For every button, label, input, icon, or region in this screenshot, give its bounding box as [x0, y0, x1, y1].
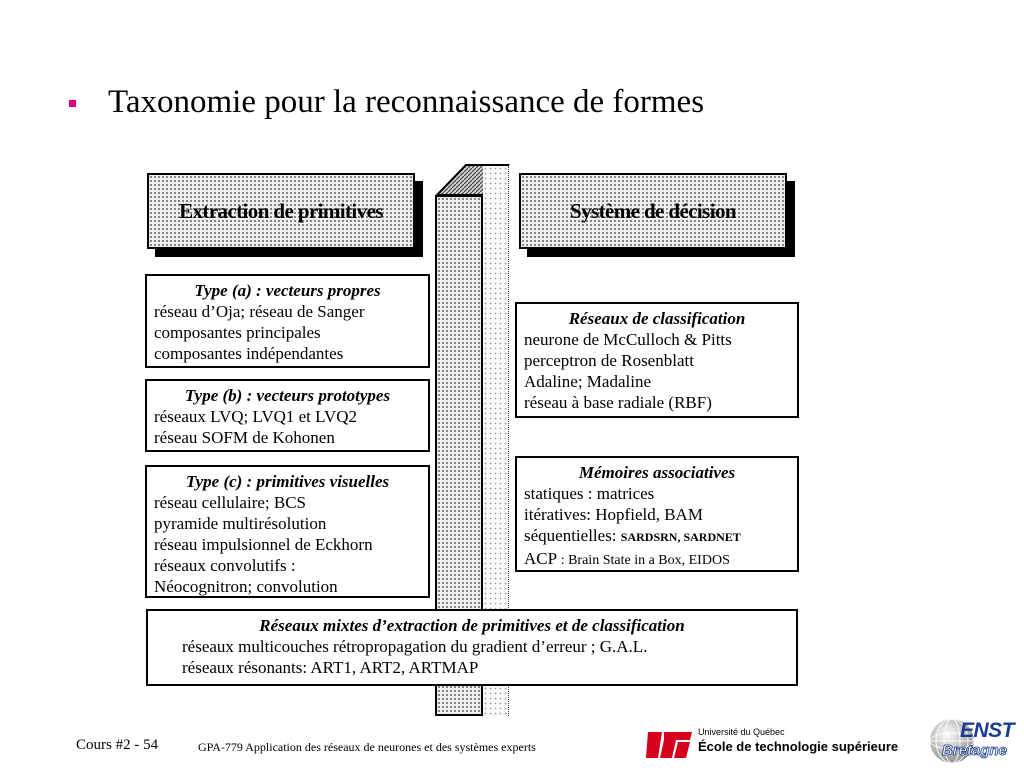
ets-logo [646, 722, 926, 766]
mixed-line: réseaux résonants: ART1, ART2, ARTMAP [182, 658, 479, 677]
ets-mark-icon [646, 728, 694, 762]
enst-logo [926, 713, 1024, 768]
left-header: Extraction de primitives [147, 173, 415, 249]
enst-name: ENST [960, 719, 1015, 742]
memories-box [515, 456, 799, 572]
memories-acp-names: : Brain State in a Box, EIDOS [560, 553, 730, 568]
memories-seq-line [524, 525, 797, 548]
footer-text: GPA-779 Application des réseaux de neurones et des systèmes experts [198, 740, 536, 754]
type-c-line: pyramide multirésolution [154, 514, 327, 533]
type-b-line: réseaux LVQ; LVQ1 et LVQ2 [154, 407, 358, 426]
classification-title: Réseaux de classification [568, 309, 746, 328]
classification-line: réseau à base radiale (RBF) [524, 393, 712, 412]
type-a-box [145, 274, 430, 368]
memories-seq-names: SARDSRN, SARDNET [620, 530, 741, 544]
right-header: Système de décision [519, 173, 787, 249]
mixed-networks-box [146, 609, 798, 686]
type-a-line: composantes principales [154, 323, 321, 342]
enst-bretagne: Bretagne [942, 742, 1008, 759]
ets-university: Université du Québec [698, 727, 785, 737]
type-c-title: Type (c) : primitives visuelles [185, 472, 390, 491]
mixed-line: réseaux multicouches rétropropagation du gradient d’erreur ; G.A.L. [182, 637, 648, 656]
type-a-line: composantes indépendantes [154, 344, 344, 363]
memories-seq-label: séquentielles: [524, 526, 617, 545]
ets-school: École de technologie supérieure [698, 739, 899, 754]
classification-line: neurone de McCulloch & Pitts [524, 330, 732, 349]
type-c-line: réseau cellulaire; BCS [154, 493, 307, 512]
memories-line: statiques : matrices [524, 484, 655, 503]
classification-line: Adaline; Madaline [524, 372, 651, 391]
type-b-line: réseau SOFM de Kohonen [154, 428, 335, 447]
type-a-line: réseau d’Oja; réseau de Sanger [154, 302, 365, 321]
type-c-line: Néocognitron; convolution [154, 577, 338, 596]
slide-title: Taxonomie pour la reconnaissance de formes [108, 84, 705, 120]
type-c-line: réseaux convolutifs : [154, 556, 296, 575]
type-a-title: Type (a) : vecteurs propres [194, 281, 381, 300]
type-c-line: réseau impulsionnel de Eckhorn [154, 535, 373, 554]
memories-title: Mémoires associatives [578, 463, 736, 482]
memories-line: itératives: Hopfield, BAM [524, 505, 703, 524]
memories-acp-line [524, 548, 797, 571]
classification-line: perceptron de Rosenblatt [524, 351, 694, 370]
footer-course: Cours #2 - 54 [76, 737, 159, 753]
mixed-title: Réseaux mixtes d’extraction de primitives et de classification [259, 616, 685, 635]
bullet-marker [69, 100, 76, 107]
memories-acp-label: ACP [524, 549, 557, 568]
type-b-title: Type (b) : vecteurs prototypes [184, 386, 391, 405]
type-b-box [145, 379, 430, 452]
classification-box [515, 302, 799, 418]
type-c-box [145, 465, 430, 598]
